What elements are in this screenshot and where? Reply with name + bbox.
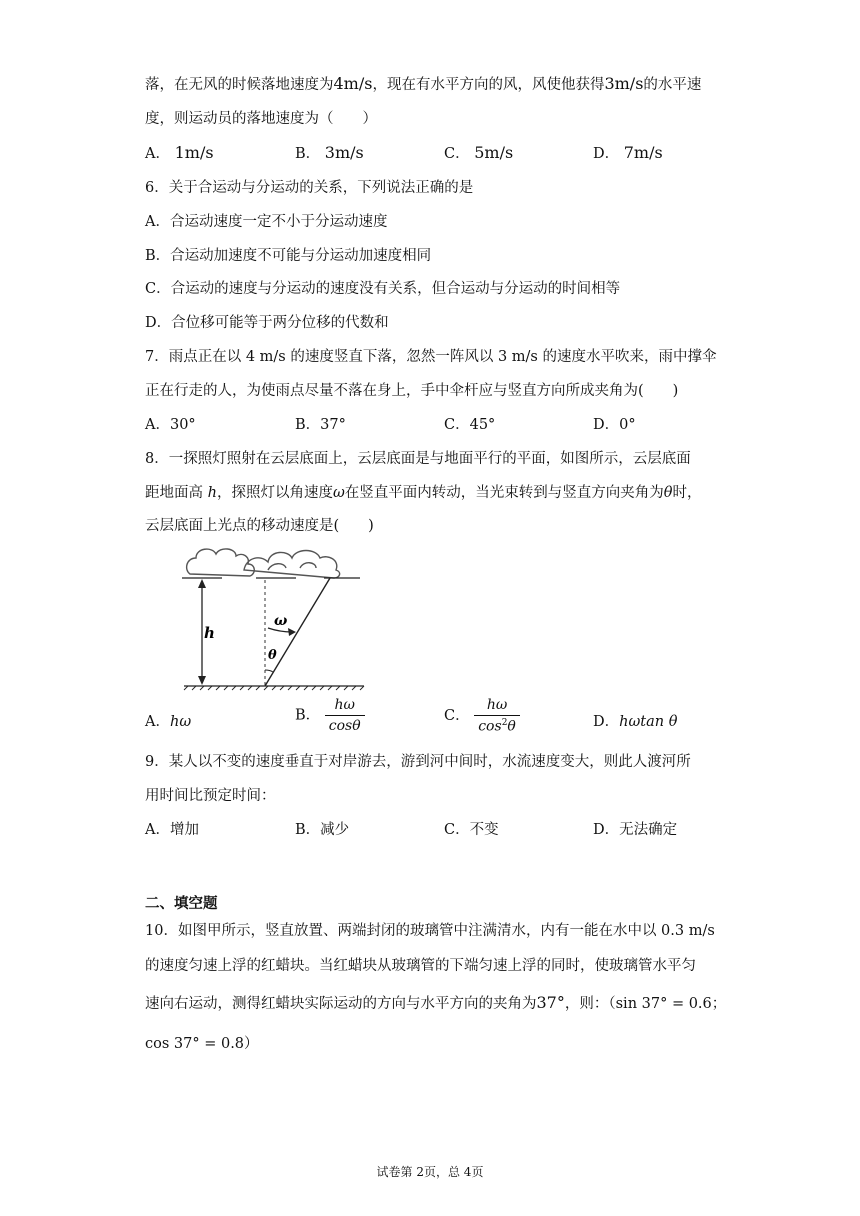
q8-line1: 8．一探照灯照射在云层底面上，云层底面是与地面平行的平面，如图所示，云层底面 [145, 451, 691, 467]
q7-option-b: B．37° [295, 417, 346, 433]
q5-option-a-label: A． [145, 146, 170, 162]
q9-option-c: C．不变 [444, 822, 499, 838]
q8-option-a [145, 710, 191, 731]
q9-option-d: D．无法确定 [593, 822, 678, 838]
q5-option-d [593, 142, 663, 163]
q6-option-d: D．合位移可能等于两分位移的代数和 [145, 315, 389, 331]
q5-text-a: 落，在无风的时候落地速度为 [145, 77, 334, 93]
q5-option-d-value: 7m/s [623, 143, 663, 162]
q8-option-c-den-exponent: 2 [501, 718, 508, 728]
q7-option-c: C．45° [444, 417, 496, 433]
q10-text-c: ； [711, 996, 727, 1012]
q5-line2: 度，则运动员的落地速度为（ ） [145, 111, 377, 127]
q8-text-c: 在竖直平面内转动，当光束转到与竖直方向夹角为 [344, 485, 664, 501]
omega-label: ω [274, 613, 288, 629]
q8-line2 [145, 481, 702, 502]
q7-option-d: D．0° [593, 417, 636, 433]
q6-option-c: C．合运动的速度与分运动的速度没有关系，但合运动与分运动的时间相等 [145, 281, 621, 297]
q6-stem: 6．关于合运动与分运动的关系，下列说法正确的是 [145, 180, 474, 196]
q8-text-d: 时， [672, 485, 702, 501]
q8-option-d [593, 710, 677, 731]
q8-option-a-value: hω [169, 714, 192, 730]
q7-line2: 正在行走的人，为使雨点尽量不落在身上，手中伞杆应与竖直方向所成夹角为( ) [145, 383, 679, 399]
q8-option-c [444, 697, 520, 735]
height-arrow-bottom-head [198, 676, 206, 685]
q8-option-c-den-cos: cos [478, 718, 502, 735]
q5-option-b-label: B． [295, 146, 321, 162]
q10-sin-value: sin 37° = 0.6 [615, 996, 712, 1012]
q8-text-a: 距地面高 [145, 485, 208, 501]
height-arrow-top-head [198, 579, 206, 588]
q5-option-a-value: 1m/s [174, 143, 214, 162]
q10-angle: 37° [536, 993, 565, 1012]
q10-text-end: ） [244, 1036, 259, 1052]
q7-option-a: A．30° [145, 417, 196, 433]
q8-option-c-denominator [474, 715, 520, 735]
q8-option-b [295, 697, 365, 734]
q10-line3 [145, 992, 726, 1013]
q8-var-theta: θ [663, 485, 673, 501]
q5-line1 [145, 73, 701, 94]
q8-option-c-den-theta: θ [507, 718, 516, 735]
q5-option-b [295, 142, 364, 163]
q9-option-a: A．增加 [145, 822, 199, 838]
q6-option-a: A．合运动速度一定不小于分运动速度 [145, 214, 388, 230]
q9-line2: 用时间比预定时间： [145, 788, 276, 804]
omega-arrow-head [288, 628, 296, 636]
q8-var-h: h [207, 485, 217, 501]
q8-option-b-numerator: hω [334, 697, 355, 713]
q5-value-3ms: 3m/s [604, 74, 644, 93]
q5-option-a [145, 142, 214, 163]
q5-option-c-value: 5m/s [474, 143, 514, 162]
q8-option-c-fraction [474, 697, 520, 735]
height-label: h [204, 624, 215, 642]
q8-line3: 云层底面上光点的移动速度是( ) [145, 518, 374, 534]
q5-text-c: 的水平速 [643, 77, 702, 93]
q10-line2: 的速度匀速上浮的红蜡块。当红蜡块从玻璃管的下端匀速上浮的同时，使玻璃管水平匀 [145, 958, 696, 974]
q5-option-b-value: 3m/s [324, 143, 364, 162]
q8-option-b-denominator: cosθ [325, 715, 365, 734]
q5-option-c-label: C． [444, 146, 470, 162]
theta-label: θ [268, 648, 277, 663]
q8-option-b-label: B． [295, 707, 321, 724]
q5-value-4ms: 4m/s [333, 74, 373, 93]
q5-option-c [444, 142, 513, 163]
q8-option-a-label: A． [145, 714, 170, 730]
q9-option-b: B．减少 [295, 822, 350, 838]
q7-line1: 7．雨点正在以 4 m/s 的速度竖直下落，忽然一阵风以 3 m/s 的速度水平吹来，雨中撑伞 [145, 349, 717, 365]
searchlight-diagram [180, 540, 380, 695]
q8-text-b: ，探照灯以角速度 [216, 485, 333, 501]
q5-text-b: ，现在有水平方向的风，风使他获得 [372, 77, 605, 93]
q8-option-b-fraction [325, 697, 365, 734]
theta-arc [265, 670, 273, 672]
q8-option-d-label: D． [593, 714, 620, 730]
q8-option-c-label: C． [444, 707, 470, 724]
q9-line1: 9．某人以不变的速度垂直于对岸游去，游到河中间时，水流速度变大，则此人渡河所 [145, 754, 691, 770]
q5-option-d-label: D． [593, 146, 620, 162]
q6-option-b: B．合运动加速度不可能与分运动加速度相同 [145, 248, 432, 264]
q8-option-c-numerator: hω [486, 697, 508, 713]
q10-line1: 10．如图甲所示，竖直放置、两端封闭的玻璃管中注满清水，内有一能在水中以 0.3 m/s [145, 923, 715, 939]
section-heading: 二、填空题 [145, 896, 218, 912]
q10-text-b: ，则：（ [564, 996, 616, 1012]
page-footer: 试卷第 2页，总 4页 [376, 1165, 484, 1179]
cloud-shape [187, 549, 340, 578]
q8-var-omega: ω [332, 485, 345, 501]
q10-text-a: 速向右运动，测得红蜡块实际运动的方向与水平方向的夹角为 [145, 996, 537, 1012]
q8-option-d-value: hωtan θ [619, 714, 678, 730]
q10-line4 [145, 1032, 259, 1053]
q10-cos-value: cos 37° = 0.8 [145, 1036, 245, 1052]
light-beam [265, 578, 330, 686]
